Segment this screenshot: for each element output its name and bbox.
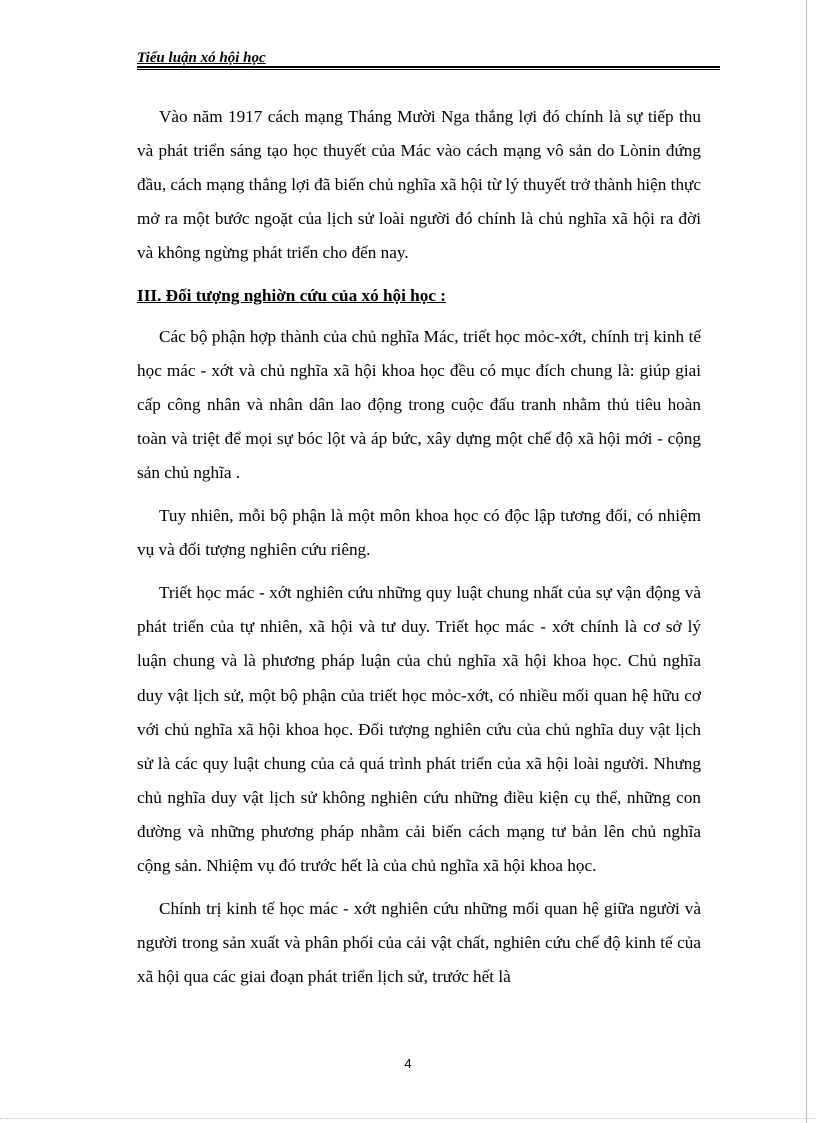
page-number: 4 — [404, 1056, 412, 1071]
document-body — [137, 100, 701, 1003]
section-heading: III. Đối tượng nghiờn cứu của xó hội học : — [137, 286, 446, 306]
paragraph-1: Vào năm 1917 cách mạng Tháng Mười Nga thắng lợi đó chính là sự tiếp thu và phát triển sáng tạo học thuyết của Mác vào cách mạng vô sản do Lònin đứng đầu, cách mạng thắng lợi đã biến chủ nghĩa xã hội từ lý thuyết trở thành hiện thực mở ra một bước ngoặt của lịch sử loài người đó chính là chủ nghĩa xã hội ra đời và không ngừng phát triển cho đến nay. — [137, 107, 701, 263]
paragraph-5: Chính trị kinh tế học mác - xớt nghiên cứu những mối quan hệ giữa người và người trong sản xuất và phân phối của cải vật chất, nghiên cứu chế độ kinh tế của xã hội qua các giai đoạn phát triển lịch sử, trước hết là — [137, 899, 701, 987]
document-header-title: Tiểu luận xó hội học — [137, 50, 266, 66]
bottom-margin-line — [0, 1118, 816, 1120]
paragraph-4: Triết học mác - xớt nghiên cứu những quy luật chung nhất của sự vận động và phát triển của tự nhiên, xã hội và tư duy. Triết học mác - xớt chính là cơ sở lý luận chung và là phương pháp luận của chủ nghĩa xã hội khoa học. Chủ nghĩa duy vật lịch sử, một bộ phận của triết học mỏc-xớt, có nhiều mối quan hệ hữu cơ với chủ nghĩa xã hội khoa học. Đối tượng nghiên cứu của chủ nghĩa duy vật lịch sử là các quy luật chung của cả quá trình phát triển của xã hội loài người. Nhưng chủ nghĩa duy vật lịch sử không nghiên cứu những điều kiện cụ thể, những con đường và những phương pháp nhằm cải biến cách mạng tư bản lên chủ nghĩa cộng sản. Nhiệm vụ đó trước hết là của chủ nghĩa xã hội khoa học. — [137, 583, 701, 875]
paragraph-3: Tuy nhiên, mỗi bộ phận là một môn khoa học có độc lập tương đối, có nhiệm vụ và đối tượng nghiên cứu riêng. — [137, 506, 701, 560]
header-rule-thin — [137, 69, 720, 70]
header-rule-thick — [137, 66, 720, 68]
right-margin-line — [806, 0, 807, 1123]
paragraph-2: Các bộ phận hợp thành của chủ nghĩa Mác, triết học mỏc-xớt, chính trị kinh tế học mác - xớt và chủ nghĩa xã hội khoa học đều có mục đích chung là: giúp giai cấp công nhân và nhân dân lao động trong cuộc đấu tranh nhằm thủ tiêu hoàn toàn và triệt để mọi sự bóc lột và áp bức, xây dựng một chế độ xã hội mới - cộng sản chủ nghĩa . — [137, 326, 701, 482]
